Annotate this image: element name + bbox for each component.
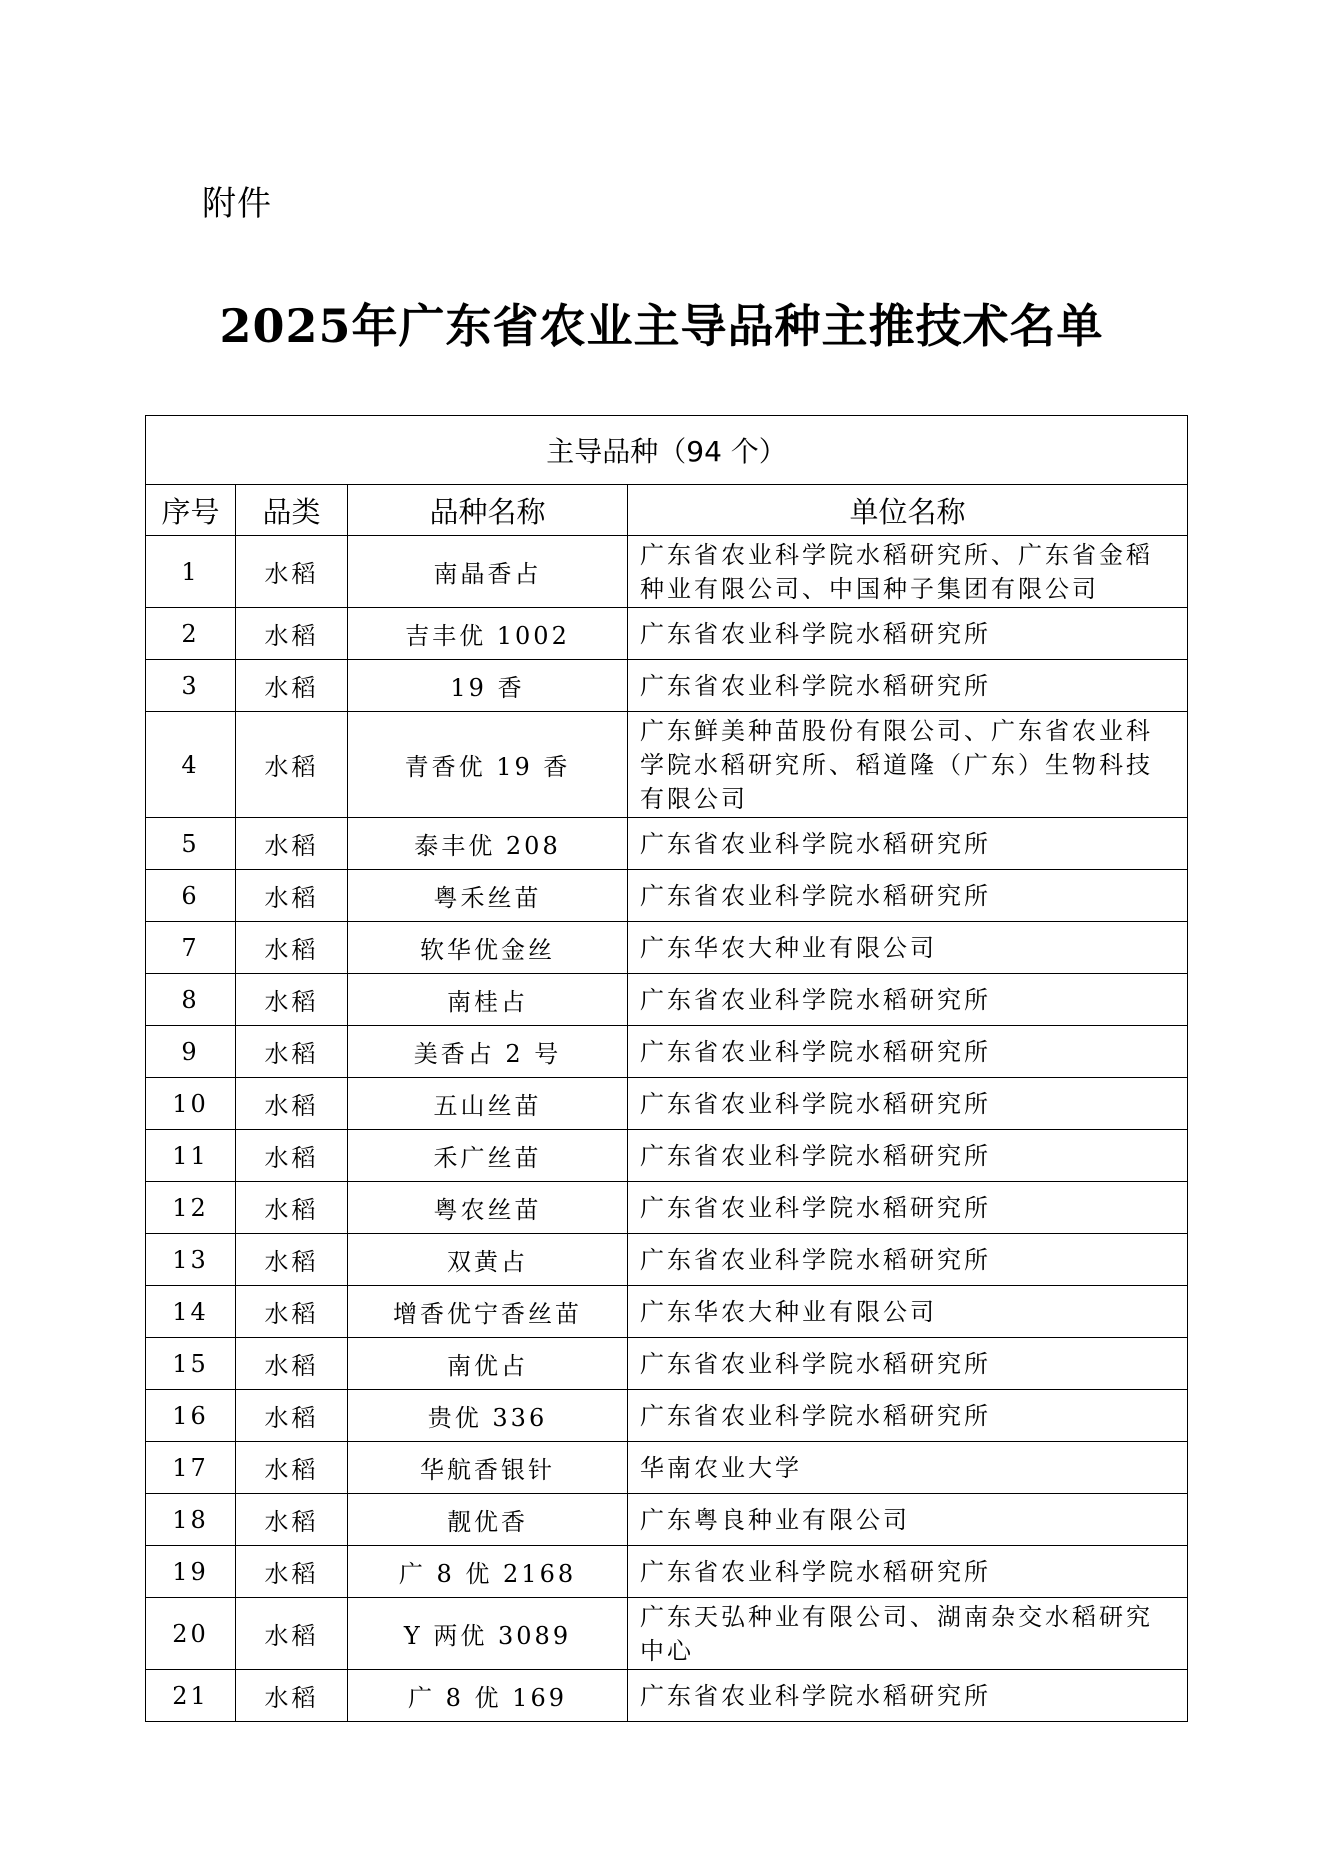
row-category: 水稻 <box>236 1234 348 1286</box>
table-row <box>146 922 1188 974</box>
row-variety: 青香优 19 香 <box>348 712 628 818</box>
table-row <box>146 1338 1188 1390</box>
table-row <box>146 974 1188 1026</box>
row-variety: 贵优 336 <box>348 1390 628 1442</box>
row-unit: 广东省农业科学院水稻研究所 <box>628 870 1188 922</box>
table-row <box>146 1234 1188 1286</box>
row-number: 5 <box>146 818 236 870</box>
row-category: 水稻 <box>236 1078 348 1130</box>
table-row <box>146 1078 1188 1130</box>
row-variety: 靓优香 <box>348 1494 628 1546</box>
row-unit: 广东粤良种业有限公司 <box>628 1494 1188 1546</box>
row-variety: 广 8 优 2168 <box>348 1546 628 1598</box>
row-category: 水稻 <box>236 1026 348 1078</box>
row-unit: 广东省农业科学院水稻研究所 <box>628 1546 1188 1598</box>
table-row <box>146 818 1188 870</box>
row-category: 水稻 <box>236 974 348 1026</box>
table-header-row <box>146 485 1188 536</box>
table-row <box>146 1182 1188 1234</box>
row-unit: 广东省农业科学院水稻研究所、广东省金稻种业有限公司、中国种子集团有限公司 <box>628 536 1188 608</box>
row-number: 8 <box>146 974 236 1026</box>
row-unit: 广东天弘种业有限公司、湖南杂交水稻研究中心 <box>628 1598 1188 1670</box>
row-category: 水稻 <box>236 712 348 818</box>
table-row <box>146 1598 1188 1670</box>
row-variety: 增香优宁香丝苗 <box>348 1286 628 1338</box>
row-number: 14 <box>146 1286 236 1338</box>
table-row <box>146 1442 1188 1494</box>
row-variety: 华航香银针 <box>348 1442 628 1494</box>
row-unit: 广东省农业科学院水稻研究所 <box>628 1670 1188 1722</box>
attachment-label: 附件 <box>202 184 272 224</box>
table-row <box>146 1026 1188 1078</box>
row-category: 水稻 <box>236 1390 348 1442</box>
table-row <box>146 1286 1188 1338</box>
row-number: 15 <box>146 1338 236 1390</box>
row-unit: 广东省农业科学院水稻研究所 <box>628 1182 1188 1234</box>
row-number: 16 <box>146 1390 236 1442</box>
row-number: 12 <box>146 1182 236 1234</box>
row-variety: 南优占 <box>348 1338 628 1390</box>
row-category: 水稻 <box>236 1286 348 1338</box>
row-category: 水稻 <box>236 922 348 974</box>
table-row <box>146 1130 1188 1182</box>
table-row <box>146 1546 1188 1598</box>
table-row <box>146 536 1188 608</box>
row-unit: 华南农业大学 <box>628 1442 1188 1494</box>
row-category: 水稻 <box>236 1494 348 1546</box>
row-category: 水稻 <box>236 1670 348 1722</box>
row-category: 水稻 <box>236 870 348 922</box>
row-number: 9 <box>146 1026 236 1078</box>
row-number: 13 <box>146 1234 236 1286</box>
row-category: 水稻 <box>236 1546 348 1598</box>
row-number: 21 <box>146 1670 236 1722</box>
row-variety: 19 香 <box>348 660 628 712</box>
row-unit: 广东省农业科学院水稻研究所 <box>628 1390 1188 1442</box>
row-number: 11 <box>146 1130 236 1182</box>
row-variety: 软华优金丝 <box>348 922 628 974</box>
table-row <box>146 1494 1188 1546</box>
row-number: 18 <box>146 1494 236 1546</box>
row-category: 水稻 <box>236 1598 348 1670</box>
row-unit: 广东省农业科学院水稻研究所 <box>628 660 1188 712</box>
table-caption-row <box>146 416 1188 485</box>
row-number: 1 <box>146 536 236 608</box>
column-header-category: 品类 <box>236 485 348 536</box>
row-category: 水稻 <box>236 1442 348 1494</box>
row-category: 水稻 <box>236 818 348 870</box>
row-unit: 广东华农大种业有限公司 <box>628 1286 1188 1338</box>
row-category: 水稻 <box>236 660 348 712</box>
table-row <box>146 1670 1188 1722</box>
row-variety: 吉丰优 1002 <box>348 608 628 660</box>
row-variety: 南晶香占 <box>348 536 628 608</box>
table-row <box>146 712 1188 818</box>
row-number: 3 <box>146 660 236 712</box>
row-number: 17 <box>146 1442 236 1494</box>
table-row <box>146 660 1188 712</box>
row-number: 7 <box>146 922 236 974</box>
row-number: 10 <box>146 1078 236 1130</box>
row-variety: 泰丰优 208 <box>348 818 628 870</box>
row-unit: 广东省农业科学院水稻研究所 <box>628 1338 1188 1390</box>
row-category: 水稻 <box>236 536 348 608</box>
row-number: 6 <box>146 870 236 922</box>
row-unit: 广东省农业科学院水稻研究所 <box>628 1130 1188 1182</box>
row-variety: 禾广丝苗 <box>348 1130 628 1182</box>
row-variety: 粤农丝苗 <box>348 1182 628 1234</box>
row-unit: 广东鲜美种苗股份有限公司、广东省农业科学院水稻研究所、稻道隆（广东）生物科技有限公司 <box>628 712 1188 818</box>
table-section-title: 主导品种（94 个） <box>146 416 1188 485</box>
row-unit: 广东省农业科学院水稻研究所 <box>628 818 1188 870</box>
row-number: 20 <box>146 1598 236 1670</box>
row-category: 水稻 <box>236 1130 348 1182</box>
column-header-unit: 单位名称 <box>628 485 1188 536</box>
row-variety: 美香占 2 号 <box>348 1026 628 1078</box>
row-unit: 广东省农业科学院水稻研究所 <box>628 1078 1188 1130</box>
column-header-number: 序号 <box>146 485 236 536</box>
row-variety: Y 两优 3089 <box>348 1598 628 1670</box>
row-unit: 广东省农业科学院水稻研究所 <box>628 608 1188 660</box>
column-header-variety: 品种名称 <box>348 485 628 536</box>
page-title: 2025年广东省农业主导品种主推技术名单 <box>219 299 1104 353</box>
row-variety: 广 8 优 169 <box>348 1670 628 1722</box>
row-unit: 广东省农业科学院水稻研究所 <box>628 974 1188 1026</box>
row-variety: 粤禾丝苗 <box>348 870 628 922</box>
row-unit: 广东省农业科学院水稻研究所 <box>628 1234 1188 1286</box>
row-variety: 双黄占 <box>348 1234 628 1286</box>
row-unit: 广东华农大种业有限公司 <box>628 922 1188 974</box>
row-variety: 五山丝苗 <box>348 1078 628 1130</box>
row-category: 水稻 <box>236 1338 348 1390</box>
row-variety: 南桂占 <box>348 974 628 1026</box>
row-unit: 广东省农业科学院水稻研究所 <box>628 1026 1188 1078</box>
row-number: 2 <box>146 608 236 660</box>
row-number: 19 <box>146 1546 236 1598</box>
table-row <box>146 870 1188 922</box>
table-row <box>146 608 1188 660</box>
row-category: 水稻 <box>236 608 348 660</box>
row-category: 水稻 <box>236 1182 348 1234</box>
table-row <box>146 1390 1188 1442</box>
varieties-table <box>145 415 1188 1722</box>
row-number: 4 <box>146 712 236 818</box>
